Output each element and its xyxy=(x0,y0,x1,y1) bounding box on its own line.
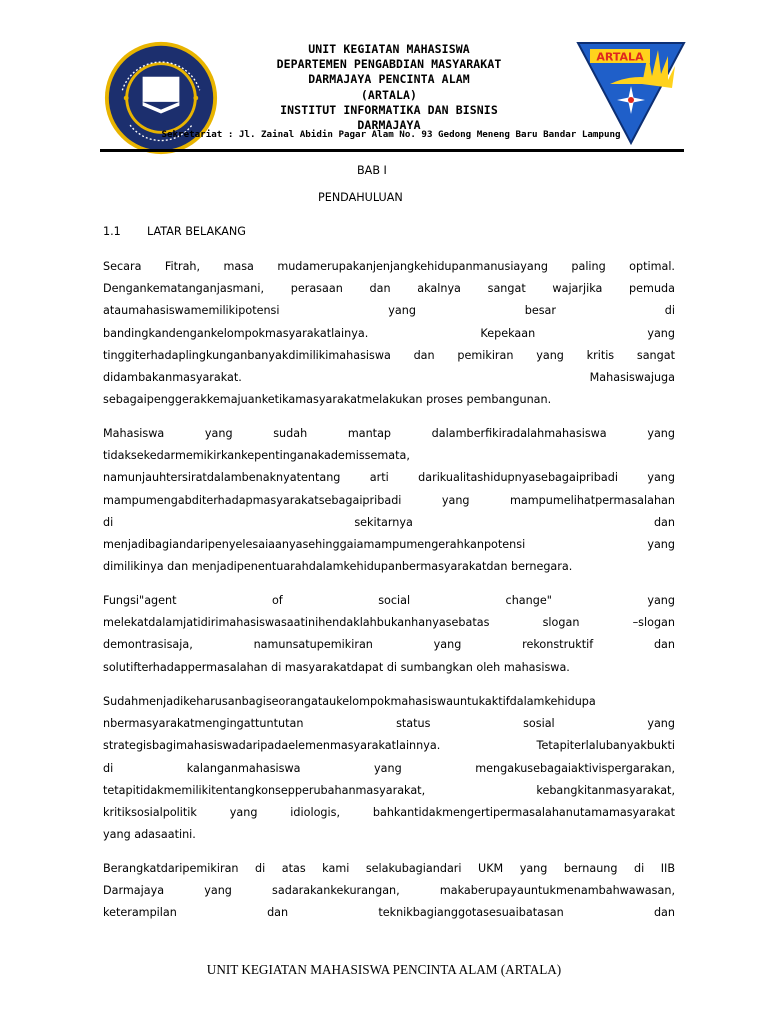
secretariat-address: Sekretariat : Jl. Zainal Abidin Pagar Alam No. 93 Gedong Meneng Baru Bandar Lampung xyxy=(161,129,621,140)
header-line: DARMAJAYA xyxy=(357,118,421,133)
logo-building-icon xyxy=(143,77,180,102)
text-line: namunjauhtersiratdalambenaknyatentang arti darikualitashidupnyasebagaipribadi yang xyxy=(103,471,675,485)
text-line: Fungsi"agent of social change" yang xyxy=(103,594,675,607)
text-line: melekatdalamjatidirimahasiswasaatinihendaklahbukanhanyasebatas slogan –slogan xyxy=(103,616,675,630)
chapter-title: PENDAHULUAN xyxy=(318,191,403,204)
text-line: yang adasaatini. xyxy=(103,828,196,842)
section-title: LATAR BELAKANG xyxy=(147,225,246,238)
text-line: kritiksosialpolitik yang idiologis, bahkantidakmengertipermasalahanutamamasyarakat xyxy=(103,805,675,819)
text-line: tetapitidakmemilikitentangkonsepperubahanmasyarakat, kebangkitanmasyarakat, xyxy=(103,783,675,797)
text-line: demontrasisaja, namunsatupemikiran yang rekonstruktif dan xyxy=(103,638,675,652)
paragraph xyxy=(103,423,675,578)
text-line: bandingkandengankelompokmasyarakatlainya. Kepekaan yang xyxy=(103,326,675,340)
text-line: Darmajaya yang sadarakankekurangan, makaberupayauntukmenambahwawasan, xyxy=(103,884,675,898)
text-line: Berangkatdaripemikiran di atas kami selakubagiandari UKM yang bernaung di IIB xyxy=(103,862,675,875)
text-line: Sudahmenjadikeharusanbagiseorangataukelompokmahasiswauntukaktifdalamkehidupa xyxy=(103,695,596,708)
header-line: DARMAJAYA PENCINTA ALAM xyxy=(308,72,470,87)
paragraph xyxy=(103,858,675,925)
text-line: menjadibagiandaripenyelesaiaanyasehinggaiamampumengerahkanpotensi yang xyxy=(103,537,675,551)
text-line: mampumengabditerhadapmasyarakatsebagaipribadi yang mampumelihatpermasalahan xyxy=(103,493,675,507)
paragraph xyxy=(103,590,675,679)
chapter-number: BAB I xyxy=(357,164,387,177)
paragraph xyxy=(103,691,675,846)
text-line: di kalanganmahasiswa yang mengakusebagaiaktivispergarakan, xyxy=(103,761,675,775)
text-line: Dengankematanganjasmani, perasaan dan akalnya sangat wajarjika pemuda xyxy=(103,282,675,296)
header-rule xyxy=(100,149,684,152)
header-line: UNIT KEGIATAN MAHASISWA xyxy=(308,42,470,56)
text-line: tinggiterhadaplingkunganbanyakdimilikimahasiswa dan pemikiran yang kritis sangat xyxy=(103,348,675,362)
text-line: di sekitarnya dan xyxy=(103,515,675,529)
text-line: keterampilan dan teknikbagianggotasesuaibatasan dan xyxy=(103,906,675,920)
text-line: nbermasyarakatmengingattuntutan status sosial yang xyxy=(103,717,675,731)
header-line: DEPARTEMEN PENGABDIAN MASYARAKAT xyxy=(276,57,502,72)
text-line: ataumahasiswamemilikipotensi yang besar di xyxy=(103,304,675,318)
text-line: solutifterhadappermasalahan di masyarakatdapat di sumbangkan oleh mahasiswa. xyxy=(103,660,570,674)
logo-wordmark: ARTALA xyxy=(596,50,644,64)
text-line: Mahasiswa yang sudah mantap dalamberfikiradalahmahasiswa yang xyxy=(103,427,675,440)
text-line: dimilikinya dan menjadipenentuarahdalamkehidupanbermasyarakatdan bernegara. xyxy=(103,560,573,574)
header-text xyxy=(215,42,563,133)
text-line: sebagaipenggerakkemajuanketikamasyarakatmelakukan proses pembangunan. xyxy=(103,393,552,407)
section-number: 1.1 xyxy=(103,225,121,238)
page-footer: UNIT KEGIATAN MAHASISWA PENCINTA ALAM (ARTALA) xyxy=(206,962,562,977)
text-line: didambakanmasyarakat. Mahasiswajuga xyxy=(103,370,675,384)
text-line: Secara Fitrah, masa mudamerupakanjenjangkehidupanmanusiayang paling optimal. xyxy=(103,260,675,273)
paragraph xyxy=(103,256,675,411)
header-line: INSTITUT INFORMATIKA DAN BISNIS xyxy=(280,102,498,117)
text-line: tidaksekedarmemikirkankepentinganakademissemata, xyxy=(103,449,410,463)
header-line: (ARTALA) xyxy=(360,87,418,102)
text-line: strategisbagimahasiswadaripadaelemenmasyarakatlainnya. Tetapiterlalubanyakbukti xyxy=(103,739,675,753)
